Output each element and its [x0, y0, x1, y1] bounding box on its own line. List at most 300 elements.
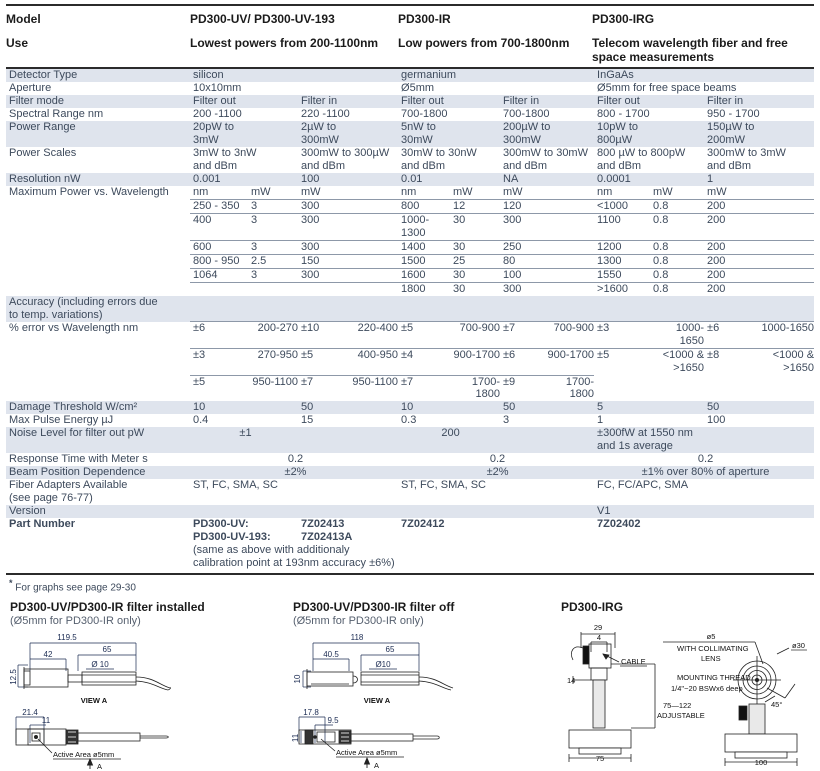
version-ir: [398, 505, 594, 518]
part-number-uv-note-2: calibration point at 193nm accuracy ±6%): [190, 557, 398, 570]
specification-table: [6, 69, 814, 571]
mp-uv-6-nm: [190, 282, 248, 295]
footnote-text: For graphs see page 29-30: [12, 582, 136, 594]
mp-ir-3-out: 30: [450, 240, 500, 254]
err-2-irg-out-e: [594, 375, 650, 401]
damage-threshold-label: Damage Threshold W/cm²: [6, 401, 190, 414]
mp-ir-6-in: 300: [500, 282, 594, 295]
dim-total-1: 119.5: [57, 632, 77, 642]
damage-threshold-irg-out: 5: [594, 401, 704, 414]
mp-ir-3-nm: 1400: [398, 240, 450, 254]
noise-level-ir: 200: [398, 427, 500, 453]
damage-threshold-uv-out: 10: [190, 401, 298, 414]
part-number-uv-pn-2: 7Z02413A: [298, 531, 398, 544]
power-scales-uv-in-1: 300mW to 300µW: [298, 147, 398, 160]
noise-level-uv: ±1: [190, 427, 298, 453]
version-uv: [190, 505, 398, 518]
table-row: [6, 227, 814, 240]
row-response-time: [6, 453, 814, 466]
beam-position-uv: ±2%: [190, 466, 398, 479]
dim-inner-height-2: 11: [290, 733, 300, 742]
mp-irg-5-out: 0.8: [650, 268, 704, 282]
diagram-3-title: PD300-IRG: [561, 599, 624, 614]
power-range-ir-in-1: 200µW to: [500, 121, 594, 134]
power-scales-ir-in-2: and dBm: [500, 160, 594, 173]
mp-uv-6-in: [298, 282, 398, 295]
mp-ir-6-out: 30: [450, 282, 500, 295]
mp-uv-6-out: [248, 282, 298, 295]
dim-width-a-1: 21.4: [22, 707, 38, 717]
err-0-ir-in-r: 700-900: [542, 322, 594, 349]
filter-mode-ir-in: Filter in: [500, 95, 594, 108]
row-aperture: [6, 82, 814, 95]
power-scales-uv-out-2: and dBm: [190, 160, 298, 173]
damage-threshold-uv-in: 50: [298, 401, 398, 414]
row-power-scales-1: [6, 147, 814, 160]
header-model-uv: PD300-UV/ PD300-UV-193: [190, 12, 335, 26]
header-use-ir: Low powers from 700-1800nm: [398, 35, 570, 50]
power-scales-ir-out-2: and dBm: [398, 160, 500, 173]
err-2-irg-in-r: [746, 375, 814, 401]
mp-ir-0-out: 12: [450, 199, 500, 213]
max-power-uv-unit-mw-in: mW: [298, 186, 398, 199]
err-0-ir-out-e: ±5: [398, 322, 450, 349]
header-model-label: Model: [6, 12, 41, 26]
max-pulse-energy-ir-in: 3: [500, 414, 594, 427]
dim-body-2: 40.5: [323, 649, 339, 659]
part-number-uv-name-2: PD300-UV-193:: [190, 531, 298, 544]
mp-ir-6-nm: 1800: [398, 282, 450, 295]
max-pulse-energy-irg-out: 1: [594, 414, 704, 427]
err-2-ir-in-e: ±9: [500, 375, 542, 401]
part-number-uv-note-1: (same as above with additionaly: [190, 544, 398, 557]
dim-total-2: 118: [350, 632, 364, 642]
mp-ir-0-in: 120: [500, 199, 594, 213]
row-resolution: [6, 173, 814, 186]
fiber-adapters-uv: ST, FC, SMA, SC: [190, 479, 398, 492]
max-pulse-energy-irg-in: 100: [704, 414, 814, 427]
mp-irg-2-out: [650, 227, 704, 240]
table-row: [6, 213, 814, 226]
err-1-irg-out-e: ±5: [594, 349, 650, 375]
view-label-2: VIEW A: [363, 695, 391, 705]
mp-uv-5-nm: 1064: [190, 268, 248, 282]
response-time-uv: 0.2: [190, 453, 398, 466]
collimating-lens-line1: WITH COLLIMATING: [677, 643, 749, 653]
dim-angle: 45°: [771, 699, 783, 709]
adjustable-range-line1: 75—122: [663, 700, 692, 710]
mp-uv-1-in: 300: [298, 213, 398, 226]
detector-type-irg: InGaAs: [594, 69, 814, 82]
dim-inner-1: 11: [41, 715, 51, 725]
aperture-uv: 10x10mm: [190, 82, 398, 95]
row-beam-position: [6, 466, 814, 479]
mp-uv-4-nm: 800 - 950: [190, 254, 248, 268]
err-2-uv-in-r: 950-1100: [346, 375, 398, 401]
err-1-ir-in-e: ±6: [500, 349, 542, 375]
err-1-irg-out-r: <1000 & >1650: [650, 349, 704, 375]
dim-tube-2: 65: [385, 644, 395, 654]
row-power-range-1: [6, 121, 814, 134]
mp-uv-4-in: 150: [298, 254, 398, 268]
power-range-uv-in-2: 300mW: [298, 134, 398, 147]
max-power-ir-unit-mw-out: mW: [450, 186, 500, 199]
err-2-ir-out-e: ±7: [398, 375, 450, 401]
mp-irg-3-nm: 1200: [594, 240, 650, 254]
dim-base75: 75: [595, 753, 605, 763]
accuracy-label-line2: to temp. variations): [6, 309, 190, 322]
err-1-ir-in-r: 900-1700: [542, 349, 594, 375]
response-time-irg: 0.2: [594, 453, 814, 466]
filter-mode-ir-out: Filter out: [398, 95, 500, 108]
power-range-irg-in-1: 150µW to: [704, 121, 814, 134]
damage-threshold-ir-out: 10: [398, 401, 500, 414]
max-pulse-energy-uv-in: 15: [298, 414, 398, 427]
spectral-range-uv-in: 220 -1100: [298, 108, 398, 121]
mp-irg-6-nm: >1600: [594, 282, 650, 295]
diagram-3-drawing: [559, 618, 817, 766]
mp-ir-4-in: 80: [500, 254, 594, 268]
power-range-ir-in-2: 300mW: [500, 134, 594, 147]
part-number-label: Part Number: [6, 518, 190, 531]
max-pulse-energy-label: Max Pulse Energy µJ: [6, 414, 190, 427]
row-accuracy-2: [6, 309, 814, 322]
fiber-adapters-ir: ST, FC, SMA, SC: [398, 479, 594, 492]
power-scales-irg-in-2: and dBm: [704, 160, 814, 173]
row-noise-level: [6, 427, 814, 440]
row-fiber-adapters: [6, 479, 814, 492]
power-range-uv-out-2: 3mW: [190, 134, 298, 147]
mp-uv-2-out: [248, 227, 298, 240]
diagram-filter-off: [291, 600, 559, 771]
fiber-adapters-page-note: (see page 76-77): [6, 492, 190, 505]
response-time-ir: 0.2: [398, 453, 594, 466]
err-1-uv-in-e: ±5: [298, 349, 346, 375]
row-error-vs-wavelength-2: [6, 375, 814, 401]
mp-ir-0-nm: 800: [398, 199, 450, 213]
cable-label: CABLE: [621, 656, 646, 666]
mp-irg-4-out: 0.8: [650, 254, 704, 268]
row-part-number-1: [6, 518, 814, 531]
spectral-range-label: Spectral Range nm: [6, 108, 190, 121]
err-1-uv-out-e: ±3: [190, 349, 248, 375]
mp-ir-2-nm: 1300: [398, 227, 450, 240]
beam-position-ir: ±2%: [398, 466, 594, 479]
err-0-ir-in-e: ±7: [500, 322, 542, 349]
mp-uv-4-out: 2.5: [248, 254, 298, 268]
mp-ir-4-nm: 1500: [398, 254, 450, 268]
mp-irg-4-nm: 1300: [594, 254, 650, 268]
err-0-uv-out-r: 200-270: [248, 322, 298, 349]
row-damage-threshold: [6, 401, 814, 414]
power-scales-uv-in-2: and dBm: [298, 160, 398, 173]
row-max-power-units: [6, 186, 814, 199]
power-scales-irg-in-1: 300mW to 3mW: [704, 147, 814, 160]
mp-ir-1-nm: 1000-: [398, 213, 450, 226]
max-pulse-energy-ir-out: 0.3: [398, 414, 500, 427]
row-spectral-range: [6, 108, 814, 121]
beam-position-irg: ±1% over 80% of aperture: [594, 466, 814, 479]
mp-uv-3-nm: 600: [190, 240, 248, 254]
mp-irg-5-in: 200: [704, 268, 814, 282]
active-area-label-1: Active Area ø5mm: [53, 749, 115, 759]
header-use-label: Use: [6, 35, 29, 50]
part-number-uv-name-1: PD300-UV:: [190, 518, 298, 531]
mp-ir-3-in: 250: [500, 240, 594, 254]
filter-mode-label: Filter mode: [6, 95, 190, 108]
mp-uv-1-nm: 400: [190, 213, 248, 226]
diagram-2-subtitle: (Ø5mm for PD300-IR only): [292, 614, 424, 627]
dim-width-a-2: 17.8: [303, 707, 319, 717]
mp-ir-4-out: 25: [450, 254, 500, 268]
max-power-irg-unit-nm: nm: [594, 186, 650, 199]
mp-irg-2-in: [704, 227, 814, 240]
row-accuracy-1: [6, 296, 814, 309]
version-label: Version: [6, 505, 190, 518]
mp-ir-1-in: 300: [500, 213, 594, 226]
mp-irg-0-in: 200: [704, 199, 814, 213]
spectral-range-irg-out: 800 - 1700: [594, 108, 704, 121]
err-2-uv-out-r: 950-1100: [248, 375, 298, 401]
err-2-irg-in-e: [704, 375, 746, 401]
err-0-irg-in-e: ±6: [704, 322, 746, 349]
header-block: [6, 6, 814, 67]
fiber-adapters-irg: FC, FC/APC, SMA: [594, 479, 814, 492]
power-range-irg-in-2: 200mW: [704, 134, 814, 147]
mp-ir-5-out: 30: [450, 268, 500, 282]
mp-uv-3-in: 300: [298, 240, 398, 254]
power-scales-irg-out-1: 800 µW to 800pW: [594, 147, 704, 160]
max-power-ir-unit-nm: nm: [398, 186, 450, 199]
resolution-ir-out: 0.01: [398, 173, 500, 186]
err-1-uv-out-r: 270-950: [248, 349, 298, 375]
max-power-irg-unit-mw-out: mW: [650, 186, 704, 199]
mounting-thread-line2: 1/4"−20 BSWx6 deep: [671, 683, 743, 693]
err-0-irg-out-e: ±3: [594, 322, 650, 349]
mp-ir-1-out: 30: [450, 213, 500, 226]
power-range-irg-out-2: 800µW: [594, 134, 704, 147]
mp-ir-5-in: 100: [500, 268, 594, 282]
row-part-number-2: [6, 531, 814, 544]
header-model-row: [6, 12, 814, 27]
collimating-lens-line2: LENS: [701, 653, 721, 663]
err-1-ir-out-e: ±4: [398, 349, 450, 375]
dim-base100: 100: [754, 757, 768, 766]
max-power-ir-unit-mw-in: mW: [500, 186, 594, 199]
footnote: [6, 575, 814, 593]
err-0-ir-out-r: 700-900: [450, 322, 500, 349]
diagram-irg: [559, 600, 814, 771]
max-power-uv-unit-mw-out: mW: [248, 186, 298, 199]
mp-irg-6-in: 200: [704, 282, 814, 295]
mp-irg-3-in: 200: [704, 240, 814, 254]
dim-height-1: 12.5: [9, 668, 18, 685]
noise-level-irg-line2: and 1s average: [594, 440, 704, 453]
version-irg: V1: [594, 505, 814, 518]
mp-irg-1-out: 0.8: [650, 213, 704, 226]
resolution-uv-out: 0.001: [190, 173, 298, 186]
mp-irg-1-in: 200: [704, 213, 814, 226]
row-error-vs-wavelength-0: [6, 322, 814, 349]
active-area-label-2: Active Area ø5mm: [335, 747, 398, 757]
header-model-irg: PD300-IRG: [592, 12, 655, 26]
mp-ir-2-out: [450, 227, 500, 240]
arrow-label-1: A: [97, 761, 103, 771]
view-label-1: VIEW A: [80, 695, 108, 705]
diagram-1-title: PD300-UV/PD300-IR filter installed: [10, 599, 205, 614]
row-filter-mode: [6, 95, 814, 108]
dim-d30: ø30: [792, 640, 805, 650]
mp-ir-5-nm: 1600: [398, 268, 450, 282]
err-2-ir-out-r: 1700-1800: [450, 375, 500, 401]
row-fiber-adapters-note: [6, 492, 814, 505]
power-scales-uv-out-1: 3mW to 3nW: [190, 147, 298, 160]
mp-irg-2-nm: [594, 227, 650, 240]
noise-level-label: Noise Level for filter out pW: [6, 427, 190, 453]
filter-mode-uv-in: Filter in: [298, 95, 398, 108]
power-range-uv-out-1: 20pW to: [190, 121, 298, 134]
mp-irg-3-out: 0.8: [650, 240, 704, 254]
part-number-ir: 7Z02412: [398, 518, 594, 531]
row-part-number-note-1: [6, 544, 814, 557]
aperture-irg: Ø5mm for free space beams: [594, 82, 814, 95]
table-row: [6, 240, 814, 254]
mp-uv-5-out: 3: [248, 268, 298, 282]
table-row: [6, 199, 814, 213]
resolution-uv-in: 100: [298, 173, 398, 186]
accuracy-label-line1: Accuracy (including errors due: [6, 296, 190, 309]
error-vs-wavelength-label: % error vs Wavelength nm: [6, 322, 190, 349]
filter-mode-irg-out: Filter out: [594, 95, 704, 108]
spectral-range-irg-in: 950 - 1700: [704, 108, 814, 121]
mp-uv-2-in: [298, 227, 398, 240]
filter-mode-irg-in: Filter in: [704, 95, 814, 108]
power-range-ir-out-2: 30mW: [398, 134, 500, 147]
detector-type-ir: germanium: [398, 69, 594, 82]
err-2-uv-in-e: ±7: [298, 375, 346, 401]
power-scales-ir-out-1: 30mW to 30nW: [398, 147, 500, 160]
table-row: [6, 268, 814, 282]
mp-uv-3-out: 3: [248, 240, 298, 254]
resolution-ir-in: NA: [500, 173, 594, 186]
diagrams-section: [6, 594, 814, 771]
err-1-uv-in-r: 400-950: [346, 349, 398, 375]
err-0-irg-in-r: 1000-1650: [746, 322, 814, 349]
power-range-uv-in-1: 2µW to: [298, 121, 398, 134]
spectral-range-ir-out: 700-1800: [398, 108, 500, 121]
resolution-irg-in: 1: [704, 173, 814, 186]
err-1-irg-in-r: <1000 & >1650: [746, 349, 814, 375]
power-range-irg-out-1: 10pW to: [594, 121, 704, 134]
mp-uv-1-out: 3: [248, 213, 298, 226]
header-model-ir: PD300-IR: [398, 12, 451, 26]
mp-uv-5-in: 300: [298, 268, 398, 282]
power-range-ir-out-1: 5nW to: [398, 121, 500, 134]
row-error-vs-wavelength-1: [6, 349, 814, 375]
dim-body-1: 42: [43, 649, 53, 659]
power-scales-ir-in-1: 300mW to 30mW: [500, 147, 594, 160]
dim-w4: 4: [596, 632, 602, 642]
arrow-label-2: A: [373, 760, 379, 770]
header-use-irg: Telecom wavelength fiber and free space measurements: [592, 35, 788, 65]
power-range-label: Power Range: [6, 121, 190, 147]
dim-inner-2: 9.5: [327, 715, 339, 725]
err-0-uv-in-e: ±10: [298, 322, 346, 349]
mp-irg-1-nm: 1100: [594, 213, 650, 226]
mp-irg-5-nm: 1550: [594, 268, 650, 282]
mp-uv-0-in: 300: [298, 199, 398, 213]
dim-dia-2: Ø10: [375, 659, 391, 669]
filter-mode-uv-out: Filter out: [190, 95, 298, 108]
mp-irg-6-out: 0.8: [650, 282, 704, 295]
dim-w29: 29: [593, 622, 603, 632]
max-power-label: Maximum Power vs. Wavelength: [6, 186, 190, 199]
dim-w14: 14: [567, 675, 576, 685]
adjustable-range-line2: ADJUSTABLE: [657, 710, 705, 720]
row-part-number-note-2: [6, 557, 814, 570]
mp-uv-2-nm: [190, 227, 248, 240]
err-1-ir-out-r: 900-1700: [450, 349, 500, 375]
err-2-irg-out-r: [650, 375, 704, 401]
dim-height-2: 10: [292, 674, 302, 684]
damage-threshold-ir-in: 50: [500, 401, 594, 414]
mp-irg-0-nm: <1000: [594, 199, 650, 213]
mp-uv-0-nm: 250 - 350: [190, 199, 248, 213]
beam-position-label: Beam Position Dependence: [6, 466, 190, 479]
diagram-1-subtitle: (Ø5mm for PD300-IR only): [10, 614, 141, 627]
max-power-uv-unit-nm: nm: [190, 186, 248, 199]
err-0-irg-out-r: 1000-1650: [650, 322, 704, 349]
row-version: [6, 505, 814, 518]
max-power-irg-unit-mw-in: mW: [704, 186, 814, 199]
mounting-thread-line1: MOUNTING THREAD: [677, 672, 751, 682]
damage-threshold-irg-in: 50: [704, 401, 814, 414]
err-0-uv-in-r: 220-400: [346, 322, 398, 349]
dim-dia-1: Ø 10: [91, 659, 109, 669]
dim-tube-1: 65: [102, 644, 112, 654]
diagram-filter-installed: [8, 600, 291, 771]
detector-type-label: Detector Type: [6, 69, 190, 82]
mp-irg-0-out: 0.8: [650, 199, 704, 213]
err-2-ir-in-r: 1700-1800: [542, 375, 594, 401]
power-scales-irg-out-2: and dBm: [594, 160, 704, 173]
mp-uv-0-out: 3: [248, 199, 298, 213]
resolution-label: Resolution nW: [6, 173, 190, 186]
detector-type-uv: silicon: [190, 69, 398, 82]
spectral-range-ir-in: 700-1800: [500, 108, 594, 121]
noise-level-irg-line1: ±300fW at 1550 nm: [594, 427, 704, 440]
part-number-uv-pn-1: 7Z02413: [298, 518, 398, 531]
row-max-pulse-energy: [6, 414, 814, 427]
aperture-label: Aperture: [6, 82, 190, 95]
footnote-mark: *: [9, 578, 13, 589]
header-use-uv: Lowest powers from 200-1100nm: [190, 35, 379, 50]
err-1-irg-in-e: ±8: [704, 349, 746, 375]
aperture-ir: Ø5mm: [398, 82, 594, 95]
diagram-2-title: PD300-UV/PD300-IR filter off: [292, 599, 455, 614]
datasheet-page: [0, 4, 820, 771]
response-time-label: Response Time with Meter s: [6, 453, 190, 466]
dim-d5: ø5: [706, 631, 716, 641]
err-0-uv-out-e: ±6: [190, 322, 248, 349]
table-row: [6, 254, 814, 268]
table-row: [6, 282, 814, 295]
mp-irg-4-in: 200: [704, 254, 814, 268]
resolution-irg-out: 0.0001: [594, 173, 704, 186]
row-detector-type: [6, 69, 814, 82]
power-scales-label: Power Scales: [6, 147, 190, 173]
mp-ir-2-in: [500, 227, 594, 240]
